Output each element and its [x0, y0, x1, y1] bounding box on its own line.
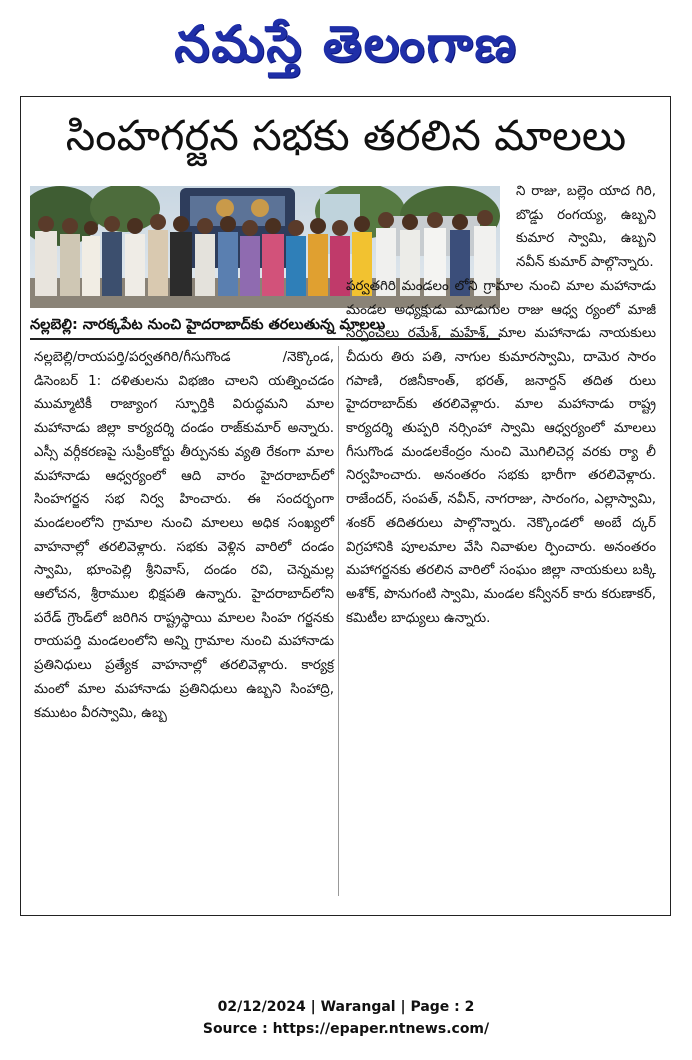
article-headline: సింహగర్జన సభకు తరలిన మాలలు — [65, 111, 627, 160]
article-column-right — [346, 180, 656, 630]
column-divider — [338, 346, 339, 896]
photo-caption: నల్లబెల్లి: నారక్కపేట నుంచి హైదరాబాద్‌కు తరలుతున్న మాలలు — [30, 310, 500, 340]
article-column-left — [34, 346, 334, 725]
article-body-left: నల్లబెల్లి/రాయపర్తి/పర్వతగిరి/గీసుగొండ /నెక్కొండ, డిసెంబర్ 1: దళితులను విభజిం చాలని యత్నించడం ముమ్మాటికీ రాజ్యాంగ స్ఫూర్తికి విరుద్ధమని మాల మహానాడు జిల్లా కార్యదర్శి దండం రాజ్‌కుమార్ అన్నారు. ఎస్సీ వర్గీకరణపై సుప్రీంకోర్టు తీర్పునకు వ్యతి రేకంగా మాల మహానాడు ఆధ్వర్యంలో ఆది వారం హైదరాబాద్‌లో సింహగర్జన సభ నిర్వ హించారు. ఈ సందర్భంగా మండలంలోని గ్రామాల నుంచి మాలలు అధిక సంఖ్యలో వాహనాల్లో తరలివెళ్లారు. సభకు వెళ్లిన వారిలో దండం స్వామి, భూంపెల్లి శ్రీనివాస్, దండం రవి, చెన్నమల్ల ఆలోచన, శ్రీరాముల భిక్షపతి ఉన్నారు. హైదరాబాద్‌లోని పరేడ్ గ్రౌండ్‌లో జరిగిన రాష్ట్రస్థాయి మాలల సింహ గర్జనకు రాయపర్తి మండలంలోని అన్ని గ్రామాల నుంచి మహానాడు ప్రతినిధులు ప్రత్యేక వాహనాల్లో తరలివెళ్లారు. కార్యక్ర మంలో మాల మహానాడు ప్రతినిధులు ఉబ్బని సింహాద్రి, కముటం వీరస్వామి, ఉబ్బ — [34, 350, 334, 721]
footer-source-line: Source : https://epaper.ntnews.com/ — [202, 1021, 490, 1037]
footer-date-line: 02/12/2024 | Warangal | Page : 2 — [217, 999, 475, 1015]
article-body-right-top: ని రాజు, బల్లెం యాద గిరి, బొడ్డు రంగయ్య, ఉబ్బని కుమార స్వామి, ఉబ్బని నవీన్ కుమార్ పాల్గొన్నారు. — [516, 184, 656, 271]
article-body-right: పర్వతగిరి మండలం లోని గ్రామాల నుంచి మాల మహానాడు మండల అధ్యక్షుడు మాడుగుల రాజు ఆధ్వ ర్యంలో మాజీ సర్పంచ్‌లు రమేశ్, మహేశ్, మాల మహానాడు నాయకులు చీదురు తిరు పతి, నాగుల కుమారస్వామి, దామెర సారం గపాణి, రజినీకాంత్, భరత్, జనార్దన్ తదిత రులు హైదరాబాద్‌కు తరలివెళ్లారు. మాల మహానాడు రాష్ట్ర కార్యదర్శి తుప్పరి నర్సింహా స్వామి ఆధ్వర్యంలో మాలలు గీసుగొండ మండలకేంద్రం నుంచి మొగిలిచెర్ల వరకు ర్యా లీ నిర్వహించారు. అనంతరం సభకు భారీగా తరలివెళ్లారు. రాజేందర్, సంపత్, నవీన్, నాగరాజు, సారంగం, ఎల్లాస్వామి, శంకర్ తదితరులు పాల్గొన్నారు. నెక్కొండలో అంబే ద్కర్ విగ్రహానికి పూలమాల వేసి నివాళుల ర్పించారు. అనంతరం మహాగర్జనకు తరలిన వారిలో సంఘం జిల్లా నాయకులు బక్కి అశోక్, పొనుగంటి స్వామి, మండల కన్వీనర్ కారు కరుణాకర్, కమిటీల బాధ్యులు ఉన్నారు. — [346, 278, 656, 626]
masthead-logo: నమస్తే తెలంగాణ — [174, 15, 518, 73]
page-footer — [0, 996, 692, 1040]
